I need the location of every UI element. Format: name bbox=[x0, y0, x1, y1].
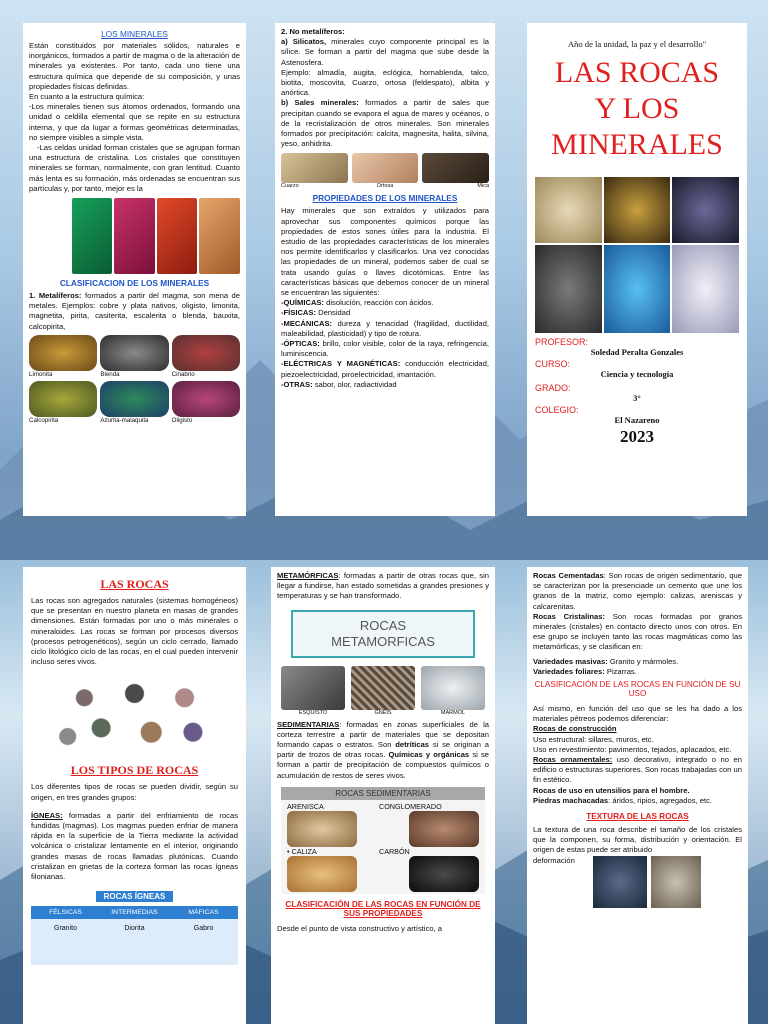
crystal-photo bbox=[157, 198, 198, 274]
section-title: LOS MINERALES bbox=[101, 29, 168, 39]
cover-title-line: Y LOS bbox=[594, 92, 680, 125]
rock-card bbox=[351, 666, 415, 716]
term-text: uso decorativo, integrado o no en edificio o estructuras superiores. Son rocas trabajadas con un fin estético. bbox=[533, 755, 742, 785]
term-text: si se forman a partir de precipitación de compuestos químicos o acumulación de restos de seres vivos. bbox=[277, 750, 489, 780]
panel-las-rocas bbox=[23, 567, 246, 1024]
rock-card bbox=[287, 802, 379, 847]
panel-metamorficas bbox=[271, 567, 495, 1024]
paragraph: Ejemplo: almadía, augita, eclógica, hornablenda, talco, biotita, moscovita, Cuarzo, ortosa (feldespato), albita y anórtica. bbox=[281, 67, 489, 98]
paragraph: Los diferentes tipos de rocas se pueden dividir, según su origen, en tres grandes grupos: bbox=[31, 782, 238, 802]
term-text: formados a partir de sales que precipitan cuando se evapora el agua de mares y océanos, o de la recristalización de otros minerales. Son minerales formados por precipitación: calcita, magnesita, halita, silvina, yeso, anhidrita. bbox=[281, 98, 489, 149]
curso-value: Ciencia y tecnología bbox=[600, 369, 674, 379]
igneous-table bbox=[31, 886, 238, 965]
paragraph bbox=[281, 308, 489, 318]
paragraph: -Las celdas unidad forman cristales que se agrupan forman una estructura de cristalina. Los cristales que constituyen minerales se forman, normalmente, con gran lentitud. Cuanto más lenta es su formación, más ordenadas se encuentran sus partículas y, por tanto, mejor es la bbox=[29, 143, 240, 193]
rock-label: MARMOL bbox=[440, 709, 466, 716]
colegio-label: COLEGIO: bbox=[535, 405, 579, 415]
paragraph: En cuanto a la estructura química: bbox=[29, 92, 145, 102]
mineral-grid bbox=[29, 335, 240, 424]
section-title: CLASIFICACIÓN DE LAS ROCAS EN FUNCIÓN DE SUS PROPIEDADES bbox=[285, 899, 481, 918]
texture-row bbox=[533, 856, 742, 908]
profesor-name: Soledad Peralta Gonzales bbox=[590, 347, 684, 357]
term-text: : formadas a partir de otras rocas que, sin llegar a fundirse, han estado sometidas a grandes presiones y temperaturas y se han transformado. bbox=[277, 571, 489, 601]
term: b) Sales minerales: bbox=[281, 98, 359, 108]
paragraph bbox=[281, 298, 489, 308]
term-text: si se originan a partir de trozos de otras rocas. bbox=[277, 740, 490, 760]
mineral-card bbox=[172, 335, 240, 378]
term: SEDIMENTARIAS bbox=[277, 719, 340, 729]
meta-photo-strip bbox=[281, 666, 485, 716]
table-header bbox=[31, 906, 238, 919]
column-header: MÁFICAS bbox=[188, 909, 219, 917]
mineral-label: Cuarzo bbox=[281, 183, 299, 190]
rock-card bbox=[281, 666, 345, 716]
rock-label: CONGLOMERADO bbox=[379, 801, 442, 811]
panel-clasificacion bbox=[527, 567, 748, 1024]
term-text: : Son rocas de origen sedimentario, que se caracterizan por la presenciade un cemento que une los granos de la matriz, como ejemplo: calizas, areniscas y calcarenitas. bbox=[533, 571, 742, 611]
colegio-value: El Nazareno bbox=[614, 415, 660, 425]
sedimentary-figure bbox=[281, 787, 485, 894]
term: ÍGNEAS: bbox=[31, 810, 63, 820]
rock-label: CARBÓN bbox=[379, 846, 410, 856]
term: -OTRAS: bbox=[281, 379, 313, 389]
term: -FÍSICAS: bbox=[281, 308, 317, 318]
column-header: INTERMEDIAS bbox=[111, 909, 158, 917]
term: 1. Metalíferos: bbox=[29, 291, 82, 301]
paragraph bbox=[281, 339, 489, 359]
term-text: formados a partir del magma, son mena de metales. Ejemplos: cobre y plata nativos, oligisto, limonita, magnetita, pirita, casiterita, escalerita o blenda, bauxita, calcopirita, bbox=[29, 291, 240, 331]
paragraph: -Los minerales tienen sus átomos ordenados, formando una unidad o celdilla elemental que se repite en su estructura interna, y que da lugar a formas geométricas determinadas, no siempre visibles a simple vista. bbox=[29, 102, 240, 142]
crystal-photo bbox=[114, 198, 155, 274]
rock-label: ESQUISTO bbox=[298, 709, 328, 716]
section-title: TEXTURA DE LAS ROCAS bbox=[586, 812, 689, 822]
rock-card bbox=[287, 847, 379, 892]
term: Variedades foliares: bbox=[533, 666, 605, 676]
cover-panel bbox=[527, 23, 747, 516]
rocks-collage bbox=[51, 672, 218, 758]
mineral-label: Limonita bbox=[29, 370, 53, 378]
meta-box: ROCAS METAMORFICAS bbox=[291, 610, 475, 658]
rock-label: ARENISCA bbox=[287, 801, 324, 811]
mineral-card bbox=[100, 335, 168, 378]
term-text: disolución, reacción con ácidos. bbox=[324, 298, 434, 308]
term-text: : formadas en zonas superficiales de la corteza terrestre a partir de materiales que se depositan formando capas o estratos. Son bbox=[277, 719, 489, 750]
rock-photo bbox=[604, 245, 671, 333]
term-text: : áridos, ripios, agregados, etc. bbox=[608, 795, 712, 805]
panel-no-metaliferos bbox=[275, 23, 495, 516]
term: -QUÍMICAS: bbox=[281, 298, 325, 308]
paragraph bbox=[533, 796, 742, 806]
term-text: brillo, color visible, color de la raya, refringencia, luminiscencia. bbox=[281, 339, 489, 359]
paragraph: Las rocas son agregados naturales (sistemas homogéneos) que se presentan en nuestro planeta en masas de grandes dimensiones. Están formadas por uno o más minerales o mineraloides. Las rocas se forman por procesos diversos (procesos petrogenéticos), según un ciclo cerrado, llamado ciclo litológico ciclo de las rocas, en el cual pueden intervenir incluso seres vivos. bbox=[31, 596, 238, 667]
term: Químicas y orgánicas bbox=[388, 750, 470, 760]
crystal-photo bbox=[199, 198, 240, 274]
term: detríticas bbox=[395, 740, 430, 750]
paragraph: Uso estructural: sillares, muros, etc. bbox=[533, 734, 654, 744]
term: Rocas Cementadas bbox=[533, 571, 604, 580]
paragraph bbox=[29, 291, 240, 332]
paragraph bbox=[533, 786, 742, 796]
mineral-label: Calcopirita bbox=[29, 416, 59, 424]
table-row bbox=[31, 919, 238, 965]
mineral-label: Mica bbox=[477, 183, 490, 190]
term: -ÓPTICAS: bbox=[281, 339, 320, 349]
term: Rocas Cristalinas: bbox=[533, 611, 605, 621]
rock-label: GNEIS bbox=[374, 709, 392, 716]
paragraph bbox=[277, 720, 489, 781]
mineral-card bbox=[29, 335, 97, 378]
subheading: 2. No metalíferos: bbox=[281, 27, 345, 36]
term: -MECÁNICAS: bbox=[281, 318, 333, 328]
paragraph: Desde el punto de vista constructivo y artístico, a bbox=[277, 923, 443, 933]
term: -ELÉCTRICAS Y MAGNÉTICAS: bbox=[281, 359, 401, 369]
term: METAMÓRFICAS bbox=[277, 571, 339, 580]
sed-box-title: ROCAS SEDIMENTARIAS bbox=[281, 787, 485, 800]
paragraph bbox=[533, 657, 742, 667]
mineral-label: Oligisto bbox=[171, 416, 193, 424]
section-title: LAS ROCAS bbox=[100, 577, 169, 591]
section-title: CLASIFICACION DE LOS MINERALES bbox=[59, 278, 210, 289]
term-text: minerales cuyo componente principal es la sílice. Se forman a partir del magma que sube desde la Astenosfera. bbox=[281, 37, 489, 67]
year: 2023 bbox=[620, 427, 654, 446]
sed-grid bbox=[281, 800, 485, 894]
rock-photo bbox=[535, 245, 602, 333]
term-text: Son rocas formadas por granos minerales (cristales) en contacto directo unos con otros. En ese grupo se incluyen tanto las rocas magmáticas como las metamórficas, y se clasifican en: bbox=[533, 611, 742, 652]
rock-card bbox=[421, 666, 485, 716]
paragraph bbox=[533, 755, 742, 786]
term: Rocas de uso en utensilios para el hombre. bbox=[533, 785, 690, 795]
cover-photo-grid bbox=[535, 177, 739, 333]
crystal-photo-strip bbox=[29, 198, 240, 274]
column-header: FÉLSICAS bbox=[49, 909, 82, 917]
curso-label: CURSO: bbox=[535, 359, 571, 369]
mineral-label: Blenda bbox=[100, 370, 120, 378]
term: Rocas ornamentales: bbox=[533, 755, 613, 765]
texture-photo bbox=[593, 856, 647, 908]
rock-photo bbox=[604, 177, 671, 243]
paragraph bbox=[281, 380, 489, 390]
paragraph bbox=[31, 811, 238, 882]
paragraph bbox=[533, 612, 742, 653]
mineral-label: Azurita-malaquita bbox=[100, 416, 149, 424]
paragraph: La textura de una roca describe el tamaño de los cristales que la componen, su forma, distribución y orientación. El origen de estas puede ser atribuido bbox=[533, 825, 742, 855]
mineral-card bbox=[29, 381, 97, 424]
rock-name: Gabro bbox=[193, 925, 214, 933]
term-text: dureza y tenacidad (fragilidad, ductilidad, maleabilidad, plasticidad) y tipo de rotura. bbox=[281, 318, 489, 338]
mineral-label: Ortosa bbox=[376, 183, 394, 190]
term-text: Granito y mármoles. bbox=[607, 656, 679, 666]
mineral-label: Cinabrio bbox=[171, 370, 195, 378]
term: Variedades masivas: bbox=[533, 656, 608, 666]
paragraph bbox=[277, 571, 489, 602]
paragraph bbox=[533, 571, 742, 612]
rock-photo bbox=[672, 177, 739, 243]
rock-card bbox=[379, 847, 479, 892]
paragraph bbox=[281, 319, 489, 339]
cover-title-line: LAS ROCAS bbox=[554, 56, 720, 89]
mineral-card bbox=[352, 153, 419, 189]
mineral-photo-strip bbox=[281, 153, 489, 189]
cover-title-line: MINERALES bbox=[551, 128, 723, 161]
paragraph: deformación bbox=[533, 855, 575, 865]
section-title: PROPIEDADES DE LOS MINERALES bbox=[312, 193, 458, 204]
table-title bbox=[31, 886, 238, 904]
paragraph: Así mismo, en función del uso que se les ha dado a los materiales pétreos podemos diferenciar: bbox=[533, 704, 742, 724]
motto: Año de la unidad, la paz y el desarrollo" bbox=[567, 39, 707, 49]
paragraph: Hay minerales que son extraídos y utilizados para aprovechar sus componentes químicos porque las propiedades de estos sones útiles para la industria. El estudio de las propiedades características de los minerales nos permite identificarlos y clasificarlos. Una vez conocidas las propiedades de un mineral, podemos saber de cual se trata usando guías o llaves dicotómicas. Entre las características básicas que debemos conocer de un mineral se encuentran las siguientes: bbox=[281, 206, 489, 298]
paragraph bbox=[281, 37, 489, 68]
section-title: LOS TIPOS DE ROCAS bbox=[70, 763, 199, 778]
texture-photo bbox=[651, 856, 701, 908]
rock-name: Diorita bbox=[124, 925, 145, 933]
grado-label: GRADO: bbox=[535, 383, 571, 393]
cover-title bbox=[535, 55, 739, 163]
paragraph bbox=[281, 359, 489, 379]
paragraph bbox=[281, 27, 489, 37]
term: Rocas de construcción bbox=[533, 724, 617, 734]
paragraph: Uso en revestimiento: pavimentos, tejados, aplacados, etc. bbox=[533, 744, 732, 754]
profesor-label: PROFESOR: bbox=[535, 337, 589, 347]
rock-name: Granito bbox=[54, 925, 77, 933]
section-title: CLASIFICACIÓN DE LAS ROCAS EN FUNCIÓN DE SU USO bbox=[534, 680, 741, 699]
term-text: conducción electricidad, piezoelectricidad, piroelectricidad, imantación. bbox=[281, 359, 489, 379]
paragraph bbox=[281, 98, 489, 149]
term-text: sabor, olor, radiactividad bbox=[312, 379, 397, 389]
term-text: Densidad bbox=[316, 308, 351, 318]
grado-value: 3° bbox=[633, 393, 641, 403]
term-text: Pizarras. bbox=[604, 666, 637, 676]
mineral-card bbox=[281, 153, 348, 189]
crystal-photo bbox=[72, 198, 113, 274]
paragraph bbox=[533, 667, 742, 677]
mineral-card bbox=[422, 153, 489, 189]
cover-info bbox=[535, 337, 739, 447]
rock-photo bbox=[672, 245, 739, 333]
crystal-photo bbox=[29, 198, 70, 274]
mineral-card bbox=[172, 381, 240, 424]
term-text: formadas a partir del enfriamiento de rocas fundidas (magmas). Los magmas pueden enfriar de manera rápida en la superficie de la Tierra mediante la actividad volcánica o cristalizar lentamente en el interior, originando grandes masas de rocas llamadas plutónicas. Cuando cristalizan en grietas de la corteza forman las rocas ígneas filonianas. bbox=[31, 810, 238, 882]
rock-label: • CALIZA bbox=[287, 846, 317, 856]
table-title-text: ROCAS ÍGNEAS bbox=[96, 891, 174, 902]
paragraph bbox=[533, 724, 742, 734]
term: a) Silicatos, bbox=[281, 37, 327, 47]
rock-card bbox=[379, 802, 479, 847]
panel-minerales bbox=[23, 23, 246, 516]
mineral-card bbox=[100, 381, 168, 424]
rock-photo bbox=[535, 177, 602, 243]
term: Piedras machacadas bbox=[533, 795, 609, 805]
paragraph: Están constituidos por materiales sólidos, naturales e inorgánicos, formados a partir de magma o de la alteración de minerales ya existentes. Por tanto, cada uno tiene una estructura química que depende de su composición, y unas propiedades físicas definidas. bbox=[29, 41, 240, 91]
